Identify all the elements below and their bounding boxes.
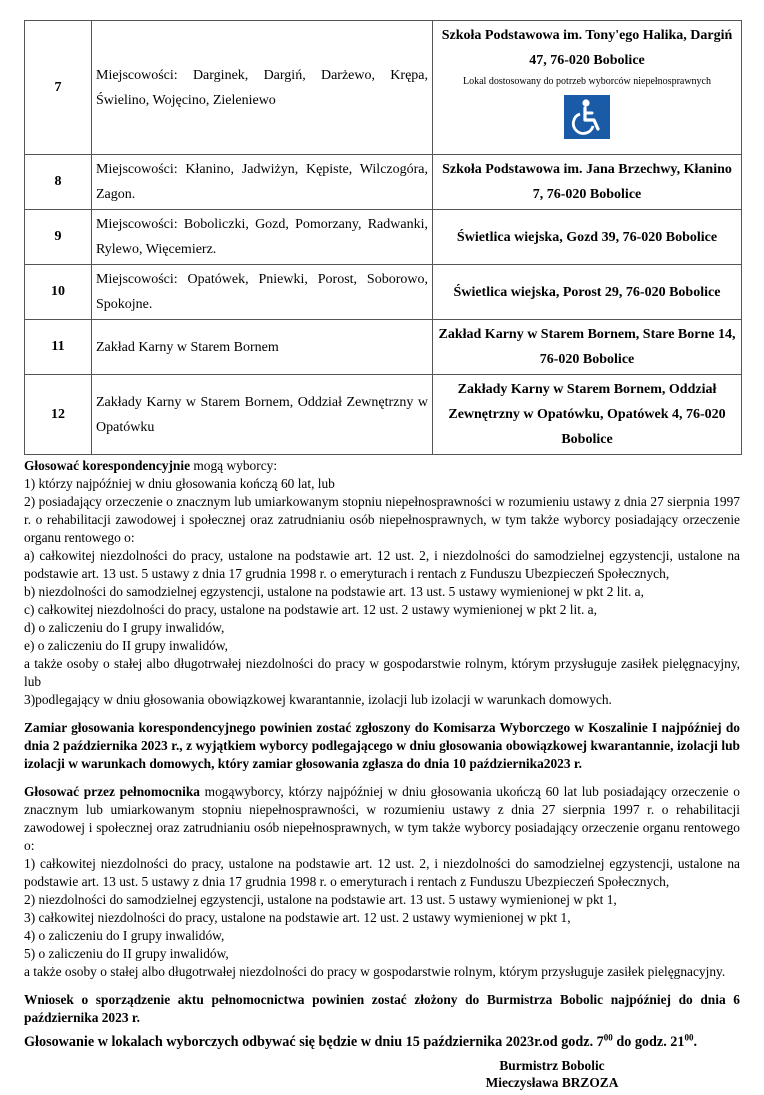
polling-place-address: Zakłady Karny w Starem Bornem, Oddział Zewnętrzny w Opatówku, Opatówek 4, 76-020 Bobolice: [433, 375, 742, 455]
table-row: [25, 265, 742, 320]
district-area: Miejscowości: Opatówek, Pniewki, Porost, Soborowo, Spokojne.: [92, 265, 433, 320]
list-item: 2) niezdolności do samodzielnej egzystencji, ustalone na podstawie art. 13 ust. 5 ustawy wymienionej w pkt 1,: [24, 892, 617, 907]
wheelchair-accessible-icon: [564, 95, 610, 148]
district-number: 12: [25, 375, 92, 455]
list-item: a także osoby o stałej albo długotrwałej niezdolności do pracy w gospodarstwie rolnym, którym przysługuje zasiłek pielęgnacyjny.: [24, 964, 726, 979]
proxy-deadline: Wniosek o sporządzenie aktu pełnomocnictwa powinien zostać złożony do Burmistrza Bobolic najpóźniej do dnia 6 października 2023 r.: [24, 992, 740, 1025]
proxy-lead: Głosować przez pełnomocnika mogąwyborcy, którzy najpóźniej w dniu głosowania ukończą 60 lat lub posiadający orzeczenie o znacznym lub umiarkowanym stopniu niepełnosprawności, w rozumieniu ustawy z dnia 27 sierpnia 1997 r. o rehabilitacji zawodowej i społecznej oraz zatrudnianiu osób niepełnosprawnych, w tym także wyborcy posiadający orzeczenie organu rentowego o:: [24, 784, 740, 853]
list-item: a) całkowitej niezdolności do pracy, ustalone na podstawie art. 12 ust. 2, i niezdolności do samodzielnej egzystencji, ustalone na podstawie art. 13 ust. 5 ustawy z dnia 17 grudnia 1998 r. o emeryturach i rentach z Funduszu Ubezpieczeń Społecznych,: [24, 548, 740, 581]
district-number: 10: [25, 265, 92, 320]
polling-place-address: Szkoła Podstawowa im. Tony'ego Halika, Dargiń 47, 76-020 Bobolice: [441, 28, 733, 68]
correspondence-lead: Głosować korespondencyjnie mogą wyborcy:: [24, 458, 278, 473]
table-row: [25, 155, 742, 210]
list-item: e) o zaliczeniu do II grupy inwalidów,: [24, 638, 229, 653]
proxy-voting-section: [24, 783, 740, 1027]
list-item: c) całkowitej niezdolności do pracy, ustalone na podstawie art. 12 ust. 2 ustawy wymienionej w pkt 2 lit. a,: [24, 602, 597, 617]
table-row: [25, 320, 742, 375]
district-area: Miejscowości: Darginek, Dargiń, Darżewo, Krępa, Świelino, Wojęcino, Zieleniewo: [92, 21, 433, 155]
table-row: [25, 210, 742, 265]
list-item: b) niezdolności do samodzielnej egzystencji, ustalone na podstawie art. 13 ust. 5 ustawy wymienionej w pkt 2 lit. a,: [24, 584, 644, 599]
polling-place-address: Świetlica wiejska, Porost 29, 76-020 Bobolice: [433, 265, 742, 320]
list-item: a także osoby o stałej albo długotrwałej niezdolności do pracy w gospodarstwie rolnym, którym przysługuje zasiłek pielęgnacyjny, lub: [24, 656, 740, 689]
accessibility-note: Lokal dostosowany do potrzeb wyborców niepełnosprawnych: [463, 76, 711, 87]
district-area: Miejscowości: Kłanino, Jadwiżyn, Kępiste, Wilczogóra, Zagon.: [92, 155, 433, 210]
list-item: 3)podlegający w dniu głosowania obowiązkowej kwarantannie, izolacji lub izolacji w warunkach domowych.: [24, 692, 612, 707]
list-item: 1) którzy najpóźniej w dniu głosowania kończą 60 lat, lub: [24, 476, 335, 491]
district-number: 7: [25, 21, 92, 155]
polling-place-address: Szkoła Podstawowa im. Jana Brzechwy, Kłanino 7, 76-020 Bobolice: [433, 155, 742, 210]
correspondence-deadline: Zamiar głosowania korespondencyjnego powinien zostać zgłoszony do Komisarza Wyborczego w Koszalinie I najpóźniej do dnia 2 października 2023 r., z wyjątkiem wyborcy podlegającego w dniu głosowania obowiązkowej kwarantannie, izolacji lub izolacji w warunkach domowych, który zamiar głosowania zgłasza do dnia 10 października2023 r.: [24, 720, 740, 771]
polling-place-address: Zakład Karny w Starem Bornem, Stare Borne 14, 76-020 Bobolice: [433, 320, 742, 375]
list-item: 2) posiadający orzeczenie o znacznym lub umiarkowanym stopniu niepełnosprawności w rozumieniu ustawy z dnia 27 sierpnia 1997 r. o rehabilitacji zawodowej i społecznej oraz zatrudnianiu osób niepełnosprawnych, w tym także wyborcy posiadający orzeczenie organu rentowego o:: [24, 494, 740, 545]
list-item: 3) całkowitej niezdolności do pracy, ustalone na podstawie art. 12 ust. 2 ustawy wymienionej w pkt 1,: [24, 910, 571, 925]
signature-title: Burmistrz Bobolic: [499, 1058, 605, 1073]
list-item: 1) całkowitej niezdolności do pracy, ustalone na podstawie art. 12 ust. 2, i niezdolności do samodzielnej egzystencji, ustalone na podstawie art. 13 ust. 5 ustawy z dnia 17 grudnia 1998 r. o emeryturach i rentach z Funduszu Ubezpieczeń Społecznych,: [24, 856, 740, 889]
polling-districts-table: [24, 20, 742, 455]
district-number: 11: [25, 320, 92, 375]
list-item: 5) o zaliczeniu do II grupy inwalidów,: [24, 946, 229, 961]
list-item: d) o zaliczeniu do I grupy inwalidów,: [24, 620, 225, 635]
district-area: Miejscowości: Boboliczki, Gozd, Pomorzany, Radwanki, Rylewo, Więcemierz.: [92, 210, 433, 265]
polling-place: [433, 21, 742, 155]
district-area: Zakład Karny w Starem Bornem: [92, 320, 433, 375]
district-area: Zakłady Karny w Starem Bornem, Oddział Zewnętrzny w Opatówku: [92, 375, 433, 455]
signature-name: Mieczysława BRZOZA: [485, 1075, 619, 1090]
correspondence-voting-section: [24, 457, 740, 773]
signature-block: [24, 1055, 740, 1095]
document-page: [24, 20, 740, 1095]
table-row: [25, 375, 742, 455]
polling-place-address: Świetlica wiejska, Gozd 39, 76-020 Bobolice: [433, 210, 742, 265]
voting-hours: Głosowanie w lokalach wyborczych odbywać się będzie w dniu 15 października 2023r.od godz. $7^{00}$ do godz. $21^{00}$.: [24, 1032, 698, 1050]
district-number: 8: [25, 155, 92, 210]
district-number: 9: [25, 210, 92, 265]
list-item: 4) o zaliczeniu do I grupy inwalidów,: [24, 928, 225, 943]
table-row: [25, 21, 742, 155]
